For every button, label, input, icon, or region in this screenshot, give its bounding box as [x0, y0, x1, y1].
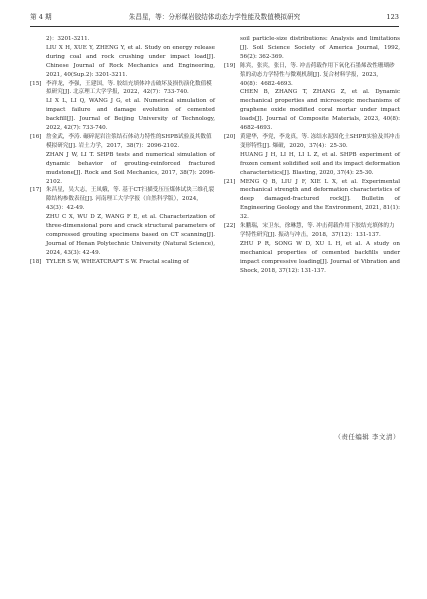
- reference-item: [30, 80, 215, 133]
- reference-zh: 陈宾，张宾，张日，等. 冲击荷载作用下氧化石墨烯改性珊瑚砂浆的动态力学特性与微观机制[J]. 复合材料学报，2023，40(8)：4682-4693.: [240, 62, 395, 87]
- reference-continuation: [30, 35, 215, 80]
- reference-number: [20]: [224, 133, 236, 140]
- reference-number: [22]: [224, 223, 236, 230]
- reference-item: [224, 62, 400, 133]
- reference-en: CHEN B, ZHANG T, ZHANG Z, et al. Dynamic mechanical properties and microscopic mechanisms of graphene oxide modified coral mortar under impact loads[J]. Journal of Composite Materials, 2023, 40(8): 4682-4693.: [240, 89, 400, 132]
- responsible-editor: （责任编辑 李文清）: [334, 433, 400, 441]
- reference-number: [19]: [224, 62, 236, 69]
- reference-continuation-tail: soil particle-size distributions: Analysis and limitations [J]. Soil Science Society of America Journal, 1992, 56(2): 362-369.: [240, 36, 400, 60]
- reference-item: [30, 133, 215, 186]
- right-column: [224, 35, 400, 275]
- reference-en: ZHU C X, WU D Z, WANG F E, et al. Characterization of three-dimensional pore and crack structural parameters of compressed grouting specimens based on CT scanning[J]. Journal of Henan Polytechnic University (Natural Science), 2024, 43(3): 42-49.: [46, 214, 215, 256]
- reference-number: [17]: [30, 187, 42, 194]
- reference-number: [18]: [30, 258, 42, 265]
- reference-en: ZHAN J W, LI T. SHPB tests and numerical simulation of dynamic behavior of grouting-reinforced fractured mudstone[J]. Rock and Soil Mechanics, 2017, 38(7): 2096-2102.: [46, 151, 215, 185]
- page-number: 123: [386, 13, 399, 21]
- reference-item: [224, 178, 400, 223]
- reference-zh: 朱昌星，吴大志，王凤娥，等. 基于CT扫描受压压煤体试块三维孔裂隙结构参数表征[J]. 河南理工大学学报（自然科学版），2024，43(3)：42-49.: [46, 187, 215, 212]
- reference-item: [224, 222, 400, 275]
- reference-continuation: [224, 35, 400, 62]
- reference-number: [16]: [30, 133, 42, 140]
- issue-label: 第 4 期: [30, 13, 52, 21]
- header-rule: [30, 26, 399, 27]
- reference-item: [224, 133, 400, 178]
- reference-en: LI X L, LI Q, WANG J G, et al. Numerical simulation of impact failure and damage evolution of cemented backfill[J]. Journal of Beijing University of Technology, 2022, 42(7): 733-740.: [46, 98, 215, 132]
- reference-en: ZHU P R, SONG W D, XU L H, et al. A study on mechanical properties of cemented backfills under impact compressive loading[J]. Journal of Vibration and Shock, 2018, 37(12): 131-137.: [240, 240, 400, 274]
- reference-zh: 詹金武，李涛. 碾碎泥岩注浆结石体动力特性的SHPB试验及其数值模拟研究[J]. 岩土力学，2017，38(7)：2096-2102.: [46, 133, 212, 149]
- reference-number: [21]: [224, 178, 236, 185]
- reference-zh: 黄建华，李党，李龙真，等. 冻结水泥固化土SHPB实验及其冲击变形特性[J]. 爆破，2020，37(4)：25-30.: [240, 133, 400, 149]
- reference-en: HUANG J H, LI H, LI L Z, et al. SHPB experiment of frozen cement solidified soil and its impact deformation characteristics[J]. Blasting, 2020, 37(4): 25-30.: [240, 151, 400, 176]
- reference-continuation-tail: 2)：3201-3211.: [46, 36, 90, 42]
- reference-item: [30, 186, 215, 257]
- left-column: [30, 35, 215, 267]
- reference-zh: 朱鹏瑞，宋卫东，徐琳慧，等. 冲击荷载作用下胶结充填体的力学特性研究[J]. 振动与冲击，2018，37(12)：131-137.: [240, 223, 395, 238]
- reference-zh: 李祥龙，李强，王建国，等. 胶结充填体冲击破坏及损伤演化数值模拟研究[J]. 北京理工大学学报，2022，42(7)：733-740.: [46, 80, 212, 96]
- reference-item: [30, 258, 215, 267]
- running-title: 朱昌星，等：分形煤岩胶结体动态力学性能及数值模拟研究: [128, 13, 301, 21]
- reference-en: LIU X H, XUE Y, ZHENG Y, et al. Study on energy release during coal and rock crushing under impact load[J]. Chinese Journal of Rock Mechanics and Engineering, 2021, 40(Sup.2): 3201-3211.: [46, 44, 215, 78]
- reference-en: MENG Q B, LIU J F, XIE L X, et al. Experimental mechanical strength and deformation characteristics of deep damaged-fractured rock[J]. Bulletin of Engineering Geology and the Environment, 2021, 81(1): 32.: [240, 178, 400, 221]
- reference-en: TYLER S W, WHEATCRAFT S W. Fractal scaling of: [46, 258, 189, 265]
- page-header: [30, 10, 399, 24]
- reference-number: [15]: [30, 80, 42, 87]
